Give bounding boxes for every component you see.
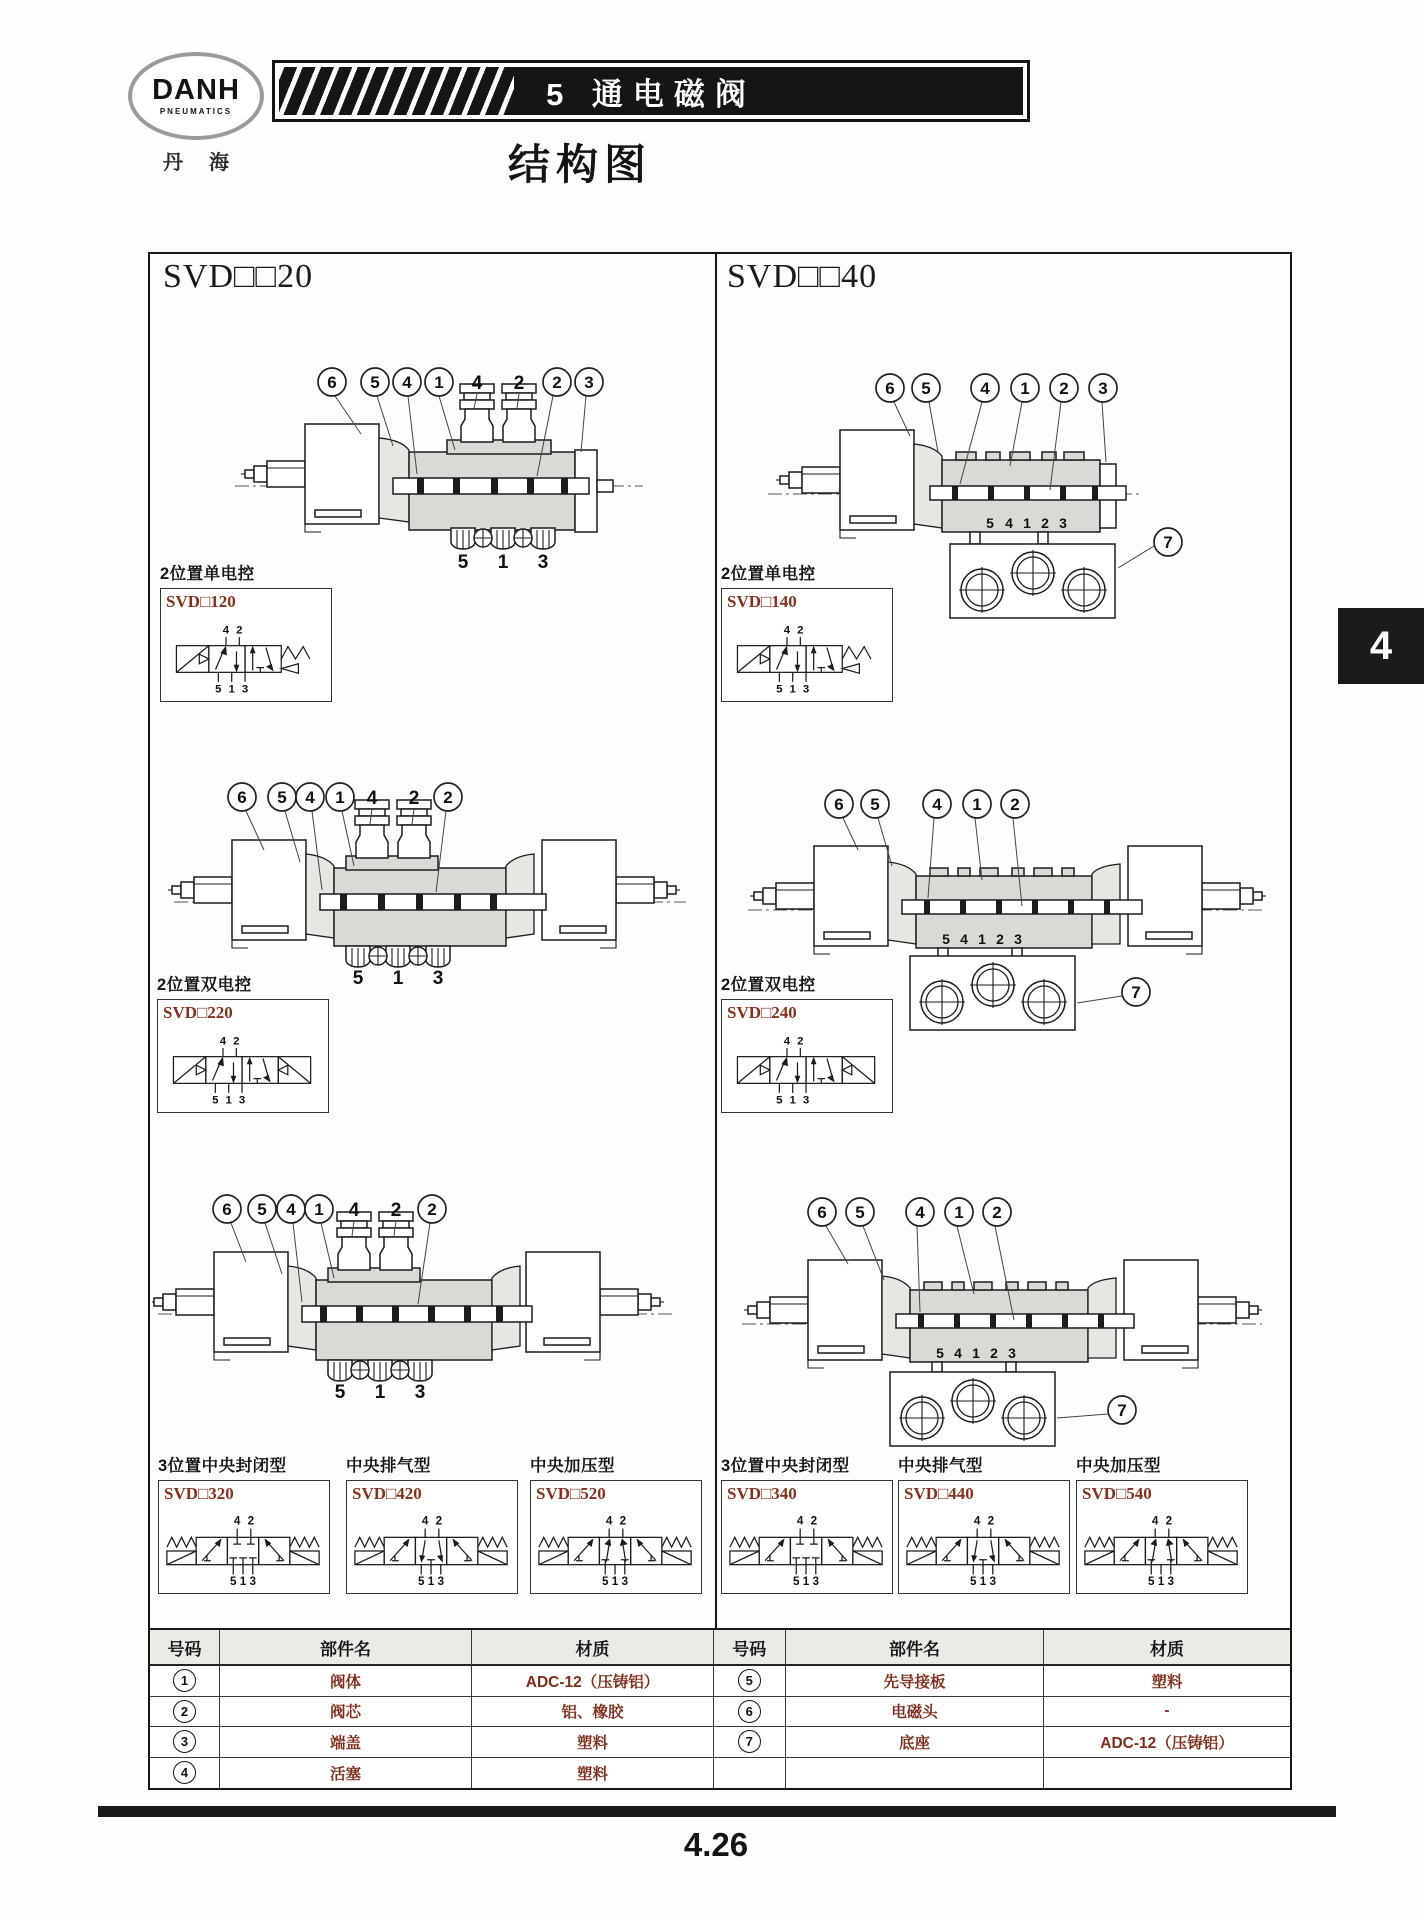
port-label-2: 2 bbox=[513, 373, 525, 394]
table-cell-material: ADC-12（压铸铝） bbox=[472, 1666, 714, 1697]
valve-symbol-52-double bbox=[162, 1032, 324, 1108]
left-column-header: SVD□□20 bbox=[163, 258, 314, 295]
valve-type-label: 中央加压型 bbox=[530, 1457, 615, 1475]
valve-symbol-53-pressure bbox=[535, 1513, 697, 1589]
valve-symbol-53-pressure bbox=[1081, 1513, 1243, 1589]
sym-port-2: 2 bbox=[810, 1514, 818, 1528]
sym-port-5: 5 bbox=[230, 1575, 237, 1589]
valve-symbol-52-single bbox=[165, 621, 327, 697]
callout-7: 7 bbox=[1131, 983, 1141, 1002]
body-port-3: 3 bbox=[1059, 515, 1067, 531]
symbol-block-svd440 bbox=[898, 1452, 1070, 1594]
port-label-3: 3 bbox=[432, 968, 444, 989]
port-label-1: 1 bbox=[497, 552, 509, 572]
section-banner bbox=[272, 60, 1030, 122]
callout-5: 5 bbox=[277, 788, 287, 807]
symbol-box bbox=[530, 1480, 702, 1594]
logo-ellipse bbox=[128, 52, 264, 140]
symbol-box bbox=[721, 588, 893, 702]
page-number: 4.26 bbox=[683, 1826, 749, 1863]
callout-5: 5 bbox=[257, 1200, 267, 1219]
sym-port-2: 2 bbox=[797, 624, 804, 637]
manifold-base bbox=[910, 956, 1075, 1030]
body-port-5: 5 bbox=[942, 931, 950, 947]
solenoid-head-right bbox=[542, 840, 680, 948]
table-cell-part-name: 电磁头 bbox=[786, 1697, 1044, 1728]
callout-1: 1 bbox=[434, 373, 444, 392]
sym-port-2: 2 bbox=[233, 1035, 240, 1048]
valve-symbol-53-exhaust bbox=[903, 1513, 1065, 1589]
callout-2: 2 bbox=[1059, 379, 1069, 398]
table-cell-material: - bbox=[1044, 1697, 1290, 1728]
valve-symbol-53-closed bbox=[726, 1513, 888, 1589]
sym-port-1: 1 bbox=[1157, 1575, 1165, 1589]
sym-port-5: 5 bbox=[418, 1575, 425, 1589]
mounting-screw bbox=[474, 529, 492, 547]
model-code: SVD□540 bbox=[1082, 1484, 1152, 1503]
sym-port-3: 3 bbox=[437, 1575, 445, 1589]
sym-port-4: 4 bbox=[233, 1514, 241, 1528]
model-code: SVD□220 bbox=[163, 1003, 233, 1022]
callout-6: 6 bbox=[817, 1203, 827, 1222]
valve-symbol-53-closed bbox=[163, 1513, 325, 1589]
body-port-5: 5 bbox=[986, 515, 994, 531]
body-port-3: 3 bbox=[1014, 931, 1022, 947]
sym-port-5: 5 bbox=[776, 683, 783, 696]
symbol-block-svd120 bbox=[160, 560, 332, 702]
table-cell-number: 1 bbox=[150, 1666, 220, 1697]
table-cell-material: 塑料 bbox=[472, 1727, 714, 1758]
body-port-1: 1 bbox=[972, 1345, 980, 1361]
mounting-screw bbox=[514, 529, 532, 547]
table-cell-part-name: 底座 bbox=[786, 1727, 1044, 1758]
sym-port-3: 3 bbox=[802, 683, 810, 696]
mounting-screw bbox=[369, 947, 387, 965]
sym-port-3: 3 bbox=[802, 1094, 810, 1107]
manifold-base bbox=[950, 544, 1115, 618]
spool-section bbox=[320, 894, 546, 910]
symbol-box bbox=[898, 1480, 1070, 1594]
sym-port-3: 3 bbox=[249, 1575, 257, 1589]
callout-4: 4 bbox=[915, 1203, 925, 1222]
solenoid-head-left bbox=[750, 846, 888, 954]
bottom-port-3 bbox=[426, 946, 450, 967]
diagram-svd20-single-solenoid bbox=[165, 352, 705, 572]
bottom-port-1 bbox=[386, 946, 410, 967]
sym-port-5: 5 bbox=[1148, 1575, 1155, 1589]
symbol-block-svd220 bbox=[157, 971, 329, 1113]
callout-1: 1 bbox=[972, 795, 982, 814]
table-cell-part-name: 端盖 bbox=[220, 1727, 472, 1758]
callout-1: 1 bbox=[335, 788, 345, 807]
symbol-box bbox=[157, 999, 329, 1113]
callout-6: 6 bbox=[222, 1200, 232, 1219]
table-cell-material: ADC-12（压铸铝） bbox=[1044, 1727, 1290, 1758]
table-cell-number: 4 bbox=[150, 1758, 220, 1789]
callout-6: 6 bbox=[885, 379, 895, 398]
callout-2: 2 bbox=[1010, 795, 1020, 814]
sym-port-3: 3 bbox=[989, 1575, 997, 1589]
logo-chinese-text: 丹海 bbox=[163, 152, 255, 174]
body-port-1: 1 bbox=[1023, 515, 1031, 531]
table-header-part-name: 部件名 bbox=[220, 1630, 472, 1666]
sym-port-3: 3 bbox=[621, 1575, 629, 1589]
port-label-5: 5 bbox=[334, 1382, 346, 1403]
sym-port-3: 3 bbox=[238, 1094, 246, 1107]
sym-port-5: 5 bbox=[212, 1094, 219, 1107]
valve-type-label: 2位置单电控 bbox=[721, 565, 816, 583]
sym-port-5: 5 bbox=[793, 1575, 800, 1589]
callout-2: 2 bbox=[552, 373, 562, 392]
callout-4: 4 bbox=[286, 1200, 296, 1219]
model-code: SVD□520 bbox=[536, 1484, 606, 1503]
bottom-port-3 bbox=[531, 528, 555, 549]
table-header-number: 号码 bbox=[713, 1630, 787, 1666]
footer-rule bbox=[98, 1806, 1336, 1817]
solenoid-head-left bbox=[168, 840, 306, 948]
callout-5: 5 bbox=[921, 379, 931, 398]
table-cell-number: 6 bbox=[713, 1697, 787, 1728]
valve-type-label: 中央排气型 bbox=[346, 1457, 431, 1475]
sym-port-4: 4 bbox=[973, 1514, 981, 1528]
table-cell-part-name bbox=[786, 1758, 1044, 1789]
callout-2: 2 bbox=[443, 788, 453, 807]
table-cell-material: 塑料 bbox=[1044, 1666, 1290, 1697]
table-cell-part-name: 先导接板 bbox=[786, 1666, 1044, 1697]
body-port-2: 2 bbox=[990, 1345, 998, 1361]
sym-port-3: 3 bbox=[241, 683, 249, 696]
valve-type-label: 2位置双电控 bbox=[157, 976, 252, 994]
bottom-port-1 bbox=[368, 1360, 392, 1381]
sym-port-4: 4 bbox=[605, 1514, 613, 1528]
valve-type-label: 2位置单电控 bbox=[160, 565, 255, 583]
sym-port-5: 5 bbox=[776, 1094, 783, 1107]
sym-port-2: 2 bbox=[987, 1514, 995, 1528]
symbol-box bbox=[160, 588, 332, 702]
diagram-svd40-three-position bbox=[732, 1196, 1272, 1464]
sym-port-1: 1 bbox=[802, 1575, 810, 1589]
table-cell-part-name: 阀体 bbox=[220, 1666, 472, 1697]
model-code: SVD□340 bbox=[727, 1484, 797, 1503]
valve-type-label: 2位置双电控 bbox=[721, 976, 816, 994]
body-port-3: 3 bbox=[1008, 1345, 1016, 1361]
symbol-block-svd320 bbox=[158, 1452, 330, 1594]
symbol-block-svd540 bbox=[1076, 1452, 1248, 1594]
callout-2: 2 bbox=[992, 1203, 1002, 1222]
sym-port-4: 4 bbox=[783, 1035, 791, 1048]
callout-4: 4 bbox=[305, 788, 315, 807]
model-code: SVD□440 bbox=[904, 1484, 974, 1503]
bottom-port-3 bbox=[408, 1360, 432, 1381]
symbol-box bbox=[158, 1480, 330, 1594]
sym-port-1: 1 bbox=[225, 1094, 232, 1107]
sym-port-2: 2 bbox=[619, 1514, 627, 1528]
callout-3: 3 bbox=[1098, 379, 1108, 398]
port-label-5: 5 bbox=[457, 552, 469, 572]
valve-type-label: 中央排气型 bbox=[898, 1457, 983, 1475]
table-cell-number: 5 bbox=[713, 1666, 787, 1697]
table-cell-material: 塑料 bbox=[472, 1758, 714, 1789]
banner-inner bbox=[279, 67, 1023, 115]
sym-port-2: 2 bbox=[1165, 1514, 1173, 1528]
body-port-4: 4 bbox=[960, 931, 968, 947]
solenoid-head-right bbox=[1124, 1260, 1262, 1368]
valve-symbol-52-double bbox=[726, 1032, 888, 1108]
valve-type-label: 3位置中央封闭型 bbox=[158, 1457, 287, 1475]
callout-2: 2 bbox=[427, 1200, 437, 1219]
sym-port-4: 4 bbox=[421, 1514, 429, 1528]
sym-port-1: 1 bbox=[979, 1575, 987, 1589]
callout-1: 1 bbox=[314, 1200, 324, 1219]
sym-port-5: 5 bbox=[215, 683, 222, 696]
symbol-block-svd140 bbox=[721, 560, 893, 702]
port-label-1: 1 bbox=[374, 1382, 386, 1403]
body-port-2: 2 bbox=[1041, 515, 1049, 531]
table-cell-part-name: 阀芯 bbox=[220, 1697, 472, 1728]
sym-port-4: 4 bbox=[1151, 1514, 1159, 1528]
sym-port-2: 2 bbox=[236, 624, 243, 637]
body-port-4: 4 bbox=[954, 1345, 962, 1361]
sym-port-1: 1 bbox=[789, 1094, 796, 1107]
symbol-block-svd520 bbox=[530, 1452, 702, 1594]
model-code: SVD□140 bbox=[727, 592, 797, 611]
symbol-box bbox=[1076, 1480, 1248, 1594]
table-cell-part-name: 活塞 bbox=[220, 1758, 472, 1789]
symbol-block-svd240 bbox=[721, 971, 893, 1113]
port-label-4: 4 bbox=[366, 788, 378, 809]
mounting-screw bbox=[351, 1361, 369, 1379]
model-code: SVD□320 bbox=[164, 1484, 234, 1503]
sym-port-2: 2 bbox=[247, 1514, 255, 1528]
solenoid-head-right bbox=[526, 1252, 664, 1360]
sym-port-2: 2 bbox=[797, 1035, 804, 1048]
callout-1: 1 bbox=[954, 1203, 964, 1222]
sym-port-1: 1 bbox=[427, 1575, 435, 1589]
table-header-material: 材质 bbox=[472, 1630, 714, 1666]
brand-logo bbox=[126, 52, 266, 175]
sym-port-1: 1 bbox=[611, 1575, 619, 1589]
callout-6: 6 bbox=[834, 795, 844, 814]
sym-port-3: 3 bbox=[812, 1575, 820, 1589]
solenoid-head-left bbox=[152, 1252, 288, 1360]
table-header-material: 材质 bbox=[1044, 1630, 1290, 1666]
port-label-4: 4 bbox=[471, 373, 483, 394]
symbol-block-svd420 bbox=[346, 1452, 518, 1594]
banner-title: 5 通电磁阀 bbox=[546, 76, 756, 112]
symbol-block-svd340 bbox=[721, 1452, 893, 1594]
callout-3: 3 bbox=[584, 373, 594, 392]
body-port-2: 2 bbox=[996, 931, 1004, 947]
valve-type-label: 3位置中央封闭型 bbox=[721, 1457, 850, 1475]
right-column-header: SVD□□40 bbox=[727, 258, 878, 295]
parts-table bbox=[148, 1628, 1292, 1790]
solenoid-head-left bbox=[744, 1260, 882, 1368]
logo-brand-text: DANH bbox=[152, 74, 240, 106]
bottom-port-5 bbox=[451, 528, 475, 549]
callout-6: 6 bbox=[327, 373, 337, 392]
solenoid-head-section bbox=[776, 430, 914, 538]
table-cell-number: 2 bbox=[150, 1697, 220, 1728]
callout-7: 7 bbox=[1163, 533, 1173, 552]
chapter-side-tab: 4 bbox=[1338, 608, 1424, 684]
sym-port-2: 2 bbox=[435, 1514, 443, 1528]
port-label-3: 3 bbox=[414, 1382, 426, 1403]
logo-sub-text: PNEUMATICS bbox=[159, 107, 233, 116]
symbol-box bbox=[721, 999, 893, 1113]
diagram-svd20-three-position bbox=[152, 1184, 696, 1409]
port-label-2: 2 bbox=[390, 1200, 402, 1221]
table-cell-material: 铝、橡胶 bbox=[472, 1697, 714, 1728]
valve-symbol-53-exhaust bbox=[351, 1513, 513, 1589]
table-cell-number bbox=[713, 1758, 787, 1789]
mounting-screw bbox=[391, 1361, 409, 1379]
sym-port-1: 1 bbox=[228, 683, 235, 696]
port-label-3: 3 bbox=[537, 552, 549, 572]
callout-4: 4 bbox=[980, 379, 990, 398]
callout-4: 4 bbox=[932, 795, 942, 814]
model-code: SVD□120 bbox=[166, 592, 236, 611]
sym-port-4: 4 bbox=[222, 624, 230, 637]
sym-port-1: 1 bbox=[789, 683, 796, 696]
manifold-base bbox=[890, 1372, 1055, 1446]
column-divider bbox=[715, 252, 717, 1628]
sym-port-4: 4 bbox=[783, 624, 791, 637]
body-port-1: 1 bbox=[978, 931, 986, 947]
body-port-4: 4 bbox=[1005, 515, 1013, 531]
sym-port-4: 4 bbox=[796, 1514, 804, 1528]
table-cell-number: 7 bbox=[713, 1727, 787, 1758]
mounting-screw bbox=[409, 947, 427, 965]
valve-type-label: 中央加压型 bbox=[1076, 1457, 1161, 1475]
port-label-5: 5 bbox=[352, 968, 364, 989]
bottom-port-5 bbox=[328, 1360, 352, 1381]
solenoid-head-section bbox=[241, 424, 379, 532]
diagram-svd20-double-solenoid bbox=[160, 770, 700, 995]
bottom-port-5 bbox=[346, 946, 370, 967]
callout-6: 6 bbox=[237, 788, 247, 807]
page-title: 结构图 bbox=[507, 141, 652, 188]
model-code: SVD□420 bbox=[352, 1484, 422, 1503]
callout-4: 4 bbox=[402, 373, 412, 392]
callout-1: 1 bbox=[1020, 379, 1030, 398]
port-label-1: 1 bbox=[392, 968, 404, 989]
sym-port-4: 4 bbox=[219, 1035, 227, 1048]
symbol-box bbox=[346, 1480, 518, 1594]
callout-5: 5 bbox=[370, 373, 380, 392]
sym-port-5: 5 bbox=[970, 1575, 977, 1589]
valve-symbol-52-single bbox=[726, 621, 888, 697]
table-header-number: 号码 bbox=[150, 1630, 220, 1666]
callout-7: 7 bbox=[1117, 1401, 1127, 1420]
model-code: SVD□240 bbox=[727, 1003, 797, 1022]
body-port-5: 5 bbox=[936, 1345, 944, 1361]
callout-5: 5 bbox=[870, 795, 880, 814]
sym-port-5: 5 bbox=[602, 1575, 609, 1589]
sym-port-3: 3 bbox=[1167, 1575, 1175, 1589]
table-header-part-name: 部件名 bbox=[786, 1630, 1044, 1666]
table-cell-material bbox=[1044, 1758, 1290, 1789]
solenoid-head-right bbox=[1128, 846, 1266, 954]
table-cell-number: 3 bbox=[150, 1727, 220, 1758]
port-label-4: 4 bbox=[348, 1200, 360, 1221]
symbol-box bbox=[721, 1480, 893, 1594]
sym-port-1: 1 bbox=[239, 1575, 247, 1589]
bottom-port-1 bbox=[491, 528, 515, 549]
callout-5: 5 bbox=[855, 1203, 865, 1222]
port-label-2: 2 bbox=[408, 788, 420, 809]
